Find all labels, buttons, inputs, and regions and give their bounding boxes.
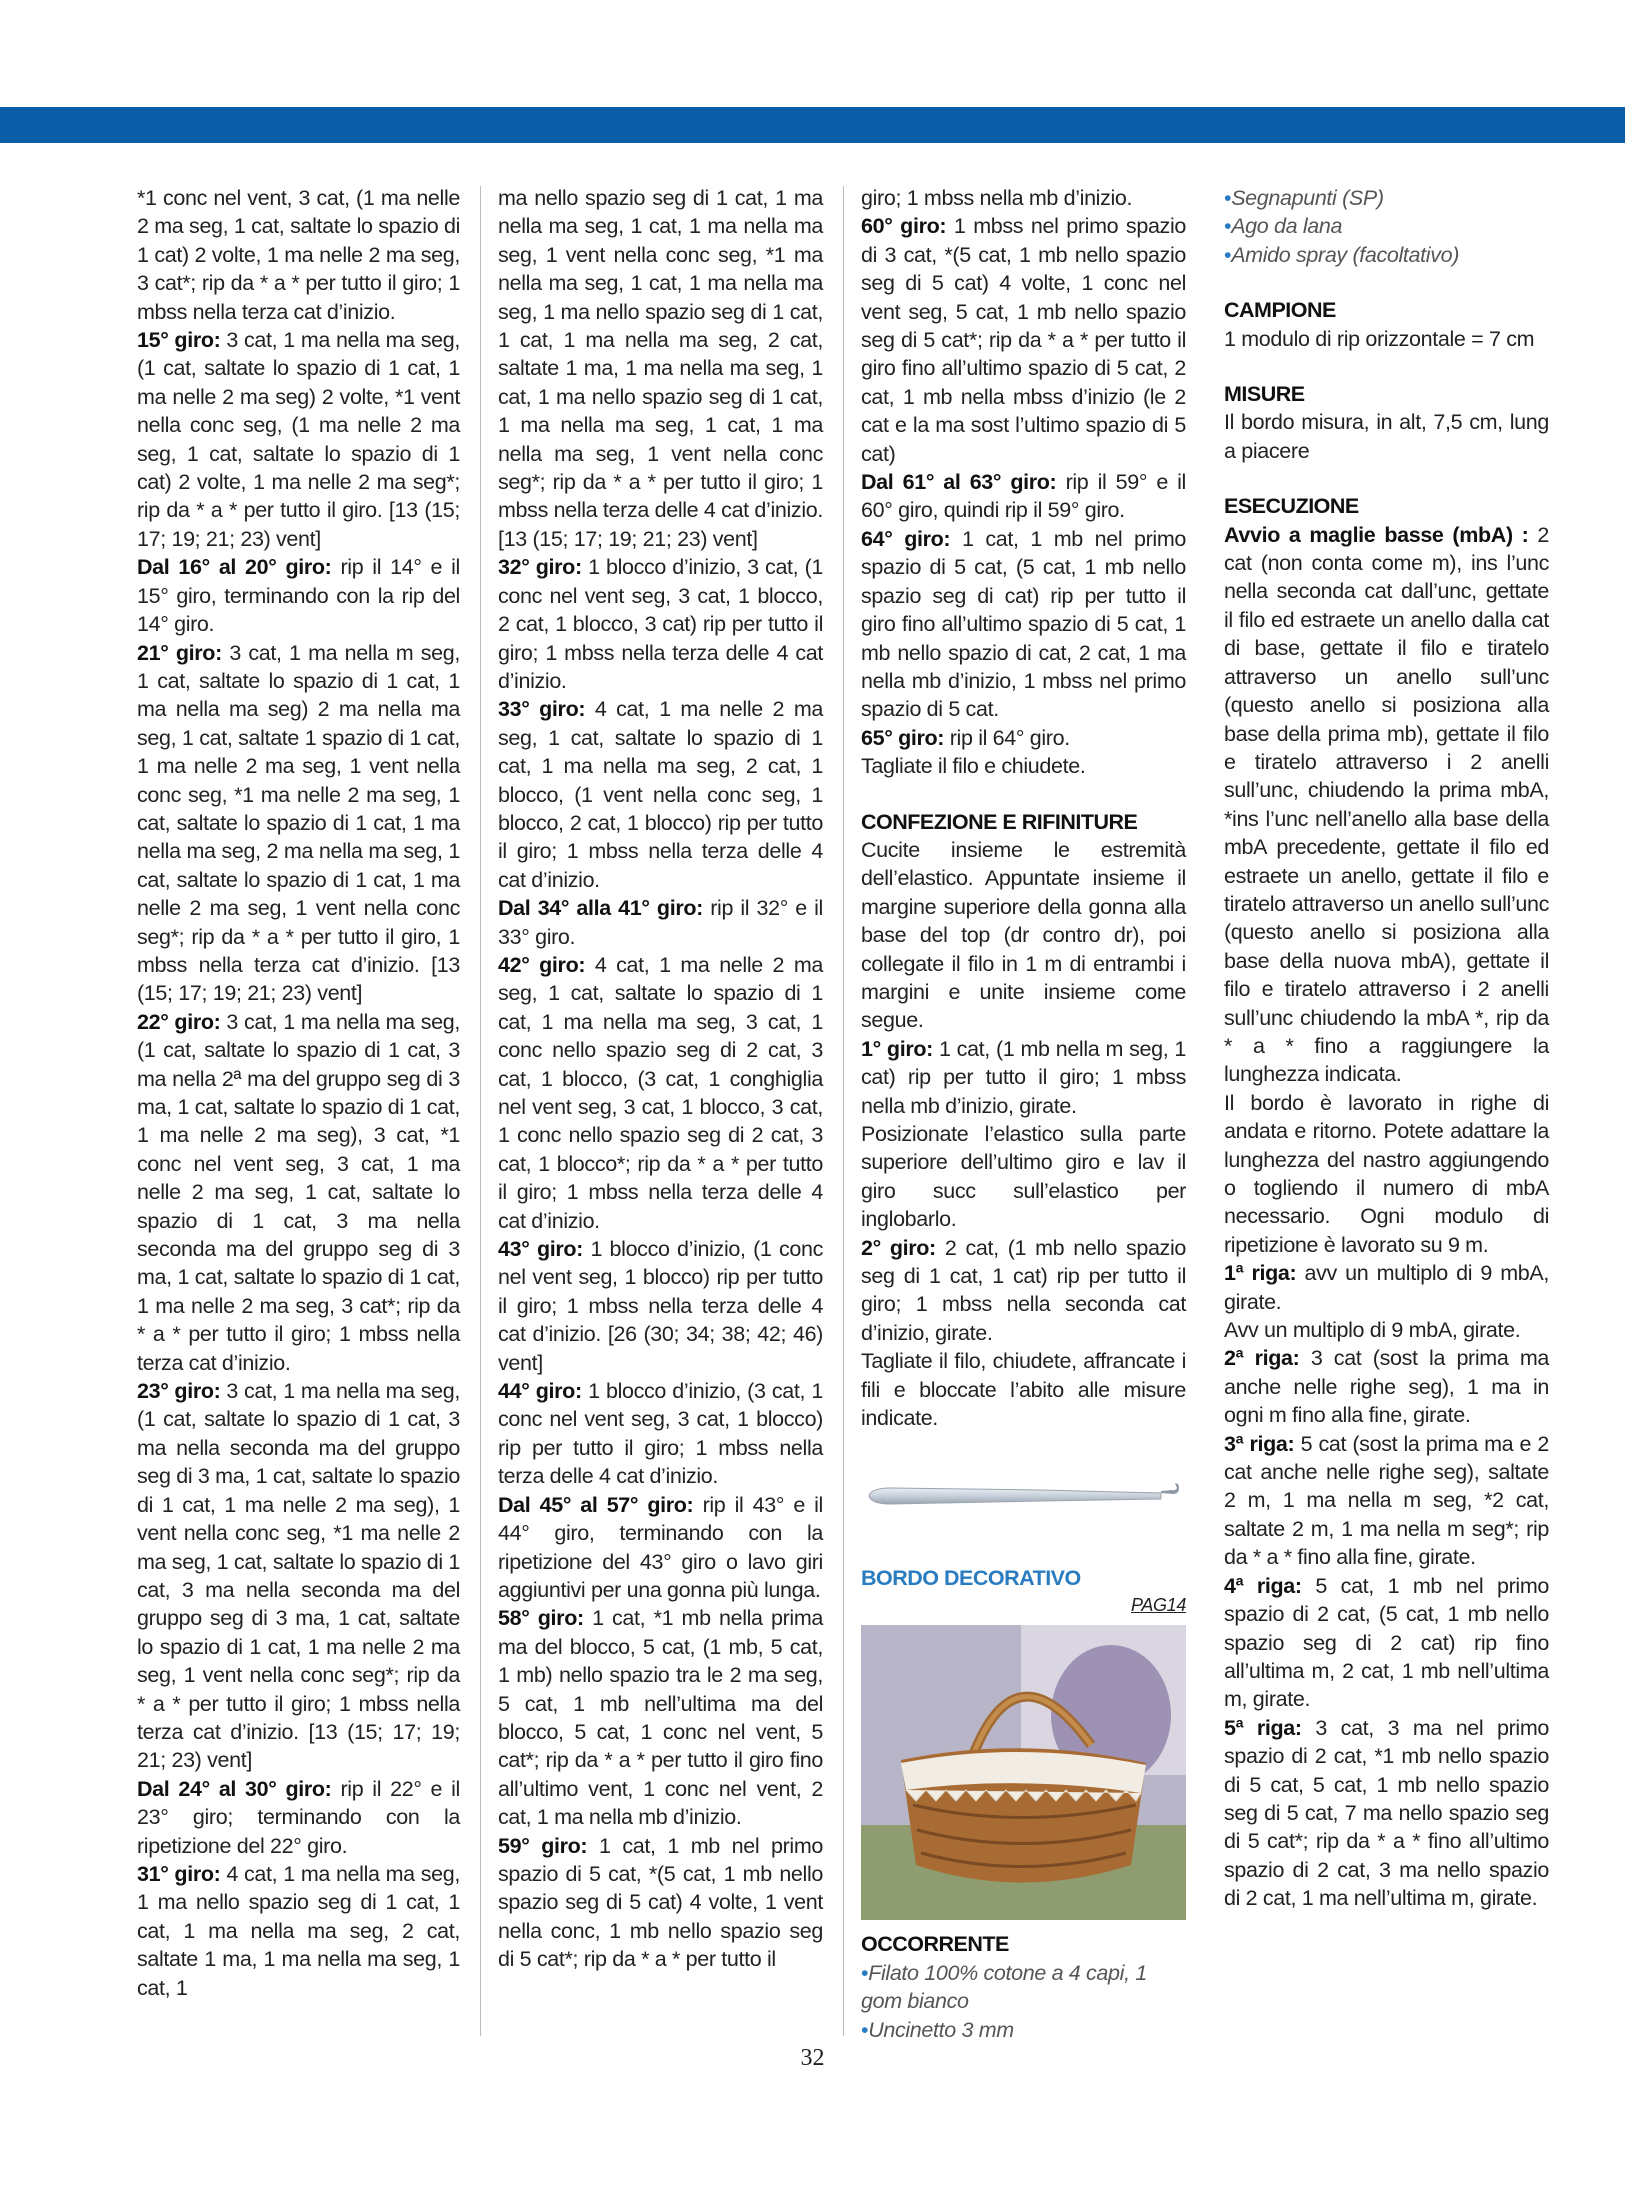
paragraph: 43° giro: 1 blocco d’inizio, (1 conc nel vent seg, 1 blocco) rip per tutto il giro; 1 mbss nella terza delle 4 cat d’inizio. [26 (30; 34; 38; 42; 46) vent] bbox=[498, 1237, 823, 1375]
paragraph: 23° giro: 3 cat, 1 ma nella ma seg, (1 cat, saltate lo spazio di 1 cat, 3 ma nella seconda ma del gruppo seg di 3 ma, 1 cat, saltate lo spazio di 1 cat, 1 ma nelle 2 ma seg), 1 vent nella conc seg, *1 ma nelle 2 ma seg, 1 cat, saltate lo spazio di 1 cat, 3 ma nella seconda ma del gruppo seg di 3 ma, 1 cat, saltate lo spazio di 1 cat, 1 ma nelle 2 ma seg, 1 vent nella conc seg*; rip da * a * per tutto il giro; 1 mbss nella terza cat d’inizio. [13 (15; 17; 19; 21; 23) vent] bbox=[137, 1379, 460, 1773]
row-label: 3ª riga: bbox=[1224, 1431, 1295, 1456]
paragraph: 58° giro: 1 cat, *1 mb nella prima ma del blocco, 5 cat, (1 mb, 5 cat, 1 mb) nello spazio tra le 2 ma seg, 5 cat, 1 mb nell’ultima ma del blocco, 5 cat, 1 conc nel vent, 5 cat*; rip da * a * per tutto il giro fino all’ultimo vent, 1 conc nel vent, 2 cat, 1 ma nella mb d’inizio. bbox=[498, 1606, 823, 1830]
section-heading: MISURE bbox=[1224, 382, 1305, 407]
row-label: 1ª riga: bbox=[1224, 1261, 1297, 1286]
paragraph: 1 modulo di rip orizzontale = 7 cm bbox=[1224, 326, 1535, 351]
paragraph: 5ª riga: 3 cat, 3 ma nel primo spazio di 2 cat, *1 mb nello spazio di 5 cat, 5 cat, 1 mb nello spazio seg di 5 cat, 7 ma nello spazio seg di 5 cat*; rip da * a * fino all’ultimo spazio di 2 cat, 3 ma nello spazio di 2 cat, 1 ma nell’ultima m, girate. bbox=[1224, 1715, 1550, 1911]
paragraph: Il bordo misura, in alt, 7,5 cm, lung a piacere bbox=[1224, 410, 1549, 463]
paragraph: 32° giro: 1 blocco d’inizio, 3 cat, (1 conc nel vent seg, 3 cat, 1 blocco, 2 cat, 1 blocco, 3 cat) rip per tutto il giro; 1 mbss nella terza delle 4 cat d’inizio. bbox=[498, 555, 823, 693]
row-label: 4ª riga: bbox=[1224, 1573, 1302, 1598]
paragraph: Posizionate l’elastico sulla parte superiore dell’ultimo giro e lav il giro succ sull’elastico per inglobarlo. bbox=[861, 1122, 1186, 1232]
round-label: Dal 24° al 30° giro: bbox=[137, 1776, 332, 1801]
paragraph: *1 conc nel vent, 3 cat, (1 ma nelle 2 ma seg, 1 cat, saltate lo spazio di 1 cat) 2 volte, 1 ma nelle 2 ma seg, 3 cat*; rip da * a * per tutto il giro; 1 mbss nella terza cat d’inizio. bbox=[137, 186, 460, 324]
round-label: 15° giro: bbox=[137, 328, 221, 353]
round-label: 32° giro: bbox=[498, 555, 582, 580]
section-title: BORDO DECORATIVO bbox=[861, 1566, 1081, 1591]
text-column-4 bbox=[1224, 184, 1549, 1913]
paragraph: Tagliate il filo, chiudete, affrancate i fili e bloccate l’abito alle misure indicate. bbox=[861, 1349, 1186, 1431]
round-label: 59° giro: bbox=[498, 1833, 588, 1858]
paragraph: 3ª riga: 5 cat (sost la prima ma e 2 cat anche nelle righe seg), saltate 2 m, 1 ma nella m seg, *2 cat, saltate 2 m, 1 ma nella m seg*; rip da * a * fino alla fine, girate. bbox=[1224, 1431, 1549, 1570]
round-label: 21° giro: bbox=[137, 640, 222, 665]
section-heading: ESECUZIONE bbox=[1224, 494, 1359, 519]
paragraph: 1ª riga: avv un multiplo di 9 mbA, girate. bbox=[1224, 1261, 1549, 1314]
round-label: 31° giro: bbox=[137, 1861, 221, 1886]
round-label: 1° giro: bbox=[861, 1036, 933, 1061]
column-divider bbox=[843, 186, 844, 2036]
round-label: 2° giro: bbox=[861, 1235, 936, 1260]
paragraph: 15° giro: 3 cat, 1 ma nella ma seg, (1 cat, saltate lo spazio di 1 cat, 1 ma nelle 2 ma seg) 2 volte, *1 vent nella conc seg, (1 ma nelle 2 ma seg, 1 cat, saltate lo spazio di 1 cat) 2 volte, 1 ma nelle 2 ma seg*; rip da * a * per tutto il giro. [13 (15; 17; 19; 21; 23) vent] bbox=[137, 328, 460, 551]
paragraph: 21° giro: 3 cat, 1 ma nella m seg, 1 cat, saltate lo spazio di 1 cat, 1 ma nella ma seg) 2 ma nella ma seg, 1 cat, saltate 1 spazio di 1 cat, 1 ma nelle 2 ma seg, 1 vent nella conc seg, *1 ma nelle 2 ma seg, 1 cat, saltate lo spazio di 1 cat, 1 ma nella ma seg, 2 ma nella ma seg, 1 cat, saltate lo spazio di 1 cat, 1 ma nelle 2 ma seg, 1 vent nella conc seg*; rip da * a * per tutto il giro, 1 mbss nella terza cat d’inizio. [13 (15; 17; 19; 21; 23) vent] bbox=[137, 640, 460, 1006]
round-label: Dal 16° al 20° giro: bbox=[137, 555, 332, 580]
paragraph: Dal 24° al 30° giro: rip il 22° e il 23° giro; terminando con la ripetizione del 22° giro. bbox=[137, 1776, 460, 1858]
paragraph: 33° giro: 4 cat, 1 ma nelle 2 ma seg, 1 cat, saltate lo spazio di 1 cat, 1 ma nella ma seg, 2 cat, 1 blocco, (1 vent nella conc seg, 1 blocco, 2 cat, 1 blocco) rip per tutto il giro; 1 mbss nella terza delle 4 cat d’inizio. bbox=[498, 697, 824, 892]
paragraph: 65° giro: rip il 64° giro. bbox=[861, 725, 1070, 750]
round-label: 43° giro: bbox=[498, 1237, 583, 1262]
paragraph: 42° giro: 4 cat, 1 ma nelle 2 ma seg, 1 cat, saltate lo spazio di 1 cat, 1 ma nella ma seg, 3 cat, 1 conc nello spazio seg di 2 cat, 3 cat, 1 blocco, (3 cat, 1 conghiglia nel vent seg, 3 cat, 1 blocco, 3 cat, 1 conc nello spazio seg di 2 cat, 3 cat, 1 blocco*; rip da * a * per tutto il giro; 1 mbss nella terza delle 4 cat d’inizio. bbox=[498, 952, 824, 1233]
paragraph: Cucite insieme le estremità dell’elastico. Appuntate insieme il margine superiore della gonna alla base del top (dr contro dr), poi collegate il filo in 1 m di entrambi i margini e unite insieme come segue. bbox=[861, 837, 1186, 1033]
paragraph: Avvio a maglie basse (mbA) : 2 cat (non conta come m), ins l’unc nella seconda cat dall’unc, gettate il filo ed estraete un anello dalla cat di base, gettate il filo e tiratelo attraverso un anello sull’unc (questo anello si posiziona alla base della prima mb), gettate il filo e tiratelo attraverso i 2 anelli sull’unc, chiudendo la prima mbA, *ins l’unc nell’anello alla base della mbA precedente, gettate il filo ed estraete un anello, gettate il filo e tiratelo attraverso un anello sull’unc (questo anello si posiziona alla base della nuova mbA), gettate il filo e tiratelo attraverso i 2 anelli sull’unc chiudendo la mbA *, rip da * a * fino a raggiungere la lunghezza indicata. bbox=[1224, 522, 1549, 1087]
paragraph: giro; 1 mbss nella mb d’inizio. bbox=[861, 186, 1133, 210]
round-label: 42° giro: bbox=[498, 952, 586, 977]
round-label: 60° giro: bbox=[861, 214, 947, 239]
paragraph: Dal 45° al 57° giro: rip il 43° e il 44° giro, terminando con la ripetizione del 43° giro o lavo giri aggiuntivi per una gonna più lunga. bbox=[498, 1492, 823, 1602]
round-label: Dal 34° alla 41° giro: bbox=[498, 896, 703, 921]
round-label: 65° giro: bbox=[861, 725, 945, 750]
paragraph: Dal 61° al 63° giro: rip il 59° e il 60° giro, quindi rip il 59° giro. bbox=[861, 470, 1186, 523]
round-label: 33° giro: bbox=[498, 697, 586, 722]
paragraph: Avv un multiplo di 9 mbA, girate. bbox=[1224, 1318, 1521, 1343]
row-label: 5ª riga: bbox=[1224, 1715, 1302, 1740]
round-label: 22° giro: bbox=[137, 1009, 221, 1034]
list-item: •Ago da lana bbox=[1224, 214, 1343, 239]
text-column-2 bbox=[498, 184, 823, 1974]
paragraph: 64° giro: 1 cat, 1 mb nel primo spazio di 5 cat, (5 cat, 1 mb nello spazio seg di cat) rip per tutto il giro fino all’ultimo spazio di 5 cat, 1 mb nello spazio di cat, 2 cat, 1 ma nella mb d’inizio, 1 mbss nel primo spazio di 5 cat. bbox=[861, 526, 1186, 722]
paragraph: 59° giro: 1 cat, 1 mb nel primo spazio di 5 cat, *(5 cat, 1 mb nello spazio seg di 5 cat) 4 volte, 1 vent nella conc, 1 mb nello spazio seg di 5 cat*; rip da * a * per tutto il bbox=[498, 1833, 823, 1972]
section-heading: CONFEZIONE E RIFINITURE bbox=[861, 809, 1138, 834]
paragraph: 2° giro: 2 cat, (1 mb nello spazio seg di 1 cat, 1 cat) rip per tutto il giro; 1 mbss nella seconda cat d’inizio, girate. bbox=[861, 1235, 1186, 1345]
text-column-3 bbox=[861, 184, 1186, 2044]
paragraph: ma nello spazio seg di 1 cat, 1 ma nella ma seg, 1 cat, 1 ma nella ma seg, 1 vent nella conc seg, *1 ma nella ma seg, 1 cat, 1 ma nella ma seg, 1 ma nello spazio seg di 1 cat, 1 cat, 1 ma nella ma seg, 2 cat, saltate 1 ma, 1 ma nella ma seg, 1 cat, 1 ma nello spazio seg di 1 cat, 1 ma nella ma seg, 1 cat, 1 ma nella ma seg, 1 vent nella conc seg*; rip da * a * per tutto il giro; 1 mbss nella terza delle 4 cat d’inizio. [13 (15; 17; 19; 21; 23) vent] bbox=[498, 186, 823, 551]
page-number: 32 bbox=[800, 2045, 825, 2071]
column-divider bbox=[480, 186, 481, 2036]
round-label: Avvio a maglie basse (mbA) : bbox=[1224, 522, 1529, 547]
list-item: •Uncinetto 3 mm bbox=[861, 2017, 1014, 2042]
section-heading: OCCORRENTE bbox=[861, 1932, 1009, 1957]
text-column-1 bbox=[137, 184, 460, 2002]
round-label: 64° giro: bbox=[861, 526, 951, 551]
section-heading: CAMPIONE bbox=[1224, 298, 1336, 323]
paragraph: 60° giro: 1 mbss nel primo spazio di 3 cat, *(5 cat, 1 mb nello spazio seg di 5 cat) 4 volte, 1 conc nel vent seg, 5 cat, 1 mb nello spazio seg di 5 cat*; rip da * a * per tutto il giro fino all’ultimo spazio di 5 cat, 2 cat, 1 mb nella mbss d’inizio (le 2 cat e la ma sost l’ultimo spazio di 5 cat) bbox=[861, 214, 1186, 466]
round-label: 58° giro: bbox=[498, 1606, 584, 1631]
paragraph: 4ª riga: 5 cat, 1 mb nel primo spazio di 2 cat, (5 cat, 1 mb nello spazio seg di 2 cat) rip fino all’ultima m, 2 cat, 1 mb nell’ultima m, girate. bbox=[1224, 1573, 1550, 1712]
list-item: •Segnapunti (SP) bbox=[1224, 186, 1384, 210]
round-label: 44° giro: bbox=[498, 1379, 582, 1404]
paragraph: 22° giro: 3 cat, 1 ma nella ma seg, (1 cat, saltate lo spazio di 1 cat, 3 ma nella 2ª ma del gruppo seg di 3 ma, 1 cat, saltate lo spazio di 1 cat, 1 ma nelle 2 ma seg), 3 cat, *1 conc nel vent seg, 3 cat, 1 ma nelle 2 ma seg, 1 cat, saltate lo spazio di 1 cat, 3 ma nella seconda ma del gruppo seg di 3 ma, 1 cat, saltate lo spazio di 1 cat, 1 ma nelle 2 ma seg, 3 cat*; rip da * a * per tutto il giro; 1 mbss nella terza cat d’inizio. bbox=[137, 1009, 460, 1375]
paragraph: Il bordo è lavorato in righe di andata e ritorno. Potete adattare la lunghezza del nastro aggiungendo o togliendo il numero di mbA necessario. Ogni modulo di ripetizione è lavorato su 9 m. bbox=[1224, 1090, 1549, 1257]
list-item: •Filato 100% cotone a 4 capi, 1 gom bianco bbox=[861, 1960, 1147, 2014]
round-label: Dal 45° al 57° giro: bbox=[498, 1492, 694, 1517]
paragraph: Tagliate il filo e chiudete. bbox=[861, 754, 1086, 779]
paragraph: 31° giro: 4 cat, 1 ma nella ma seg, 1 ma nello spazio seg di 1 cat, 1 cat, 1 ma nella ma seg, 2 cat, saltate 1 ma, 1 ma nella ma seg, 1 cat, 1 bbox=[137, 1861, 460, 2000]
header-color-bar bbox=[0, 107, 1625, 143]
round-label: 23° giro: bbox=[137, 1379, 221, 1404]
paragraph: 2ª riga: 3 cat (sost la prima ma anche nelle righe seg), 1 ma in ogni m fino alla fine, girate. bbox=[1224, 1346, 1549, 1428]
basket-photo bbox=[861, 1625, 1186, 1920]
row-label: 2ª riga: bbox=[1224, 1346, 1300, 1371]
paragraph: 1° giro: 1 cat, (1 mb nella m seg, 1 cat) rip per tutto il giro; 1 mbss nella mb d’inizio, girate. bbox=[861, 1036, 1186, 1118]
page-reference: PAG14 bbox=[1131, 1594, 1186, 1615]
paragraph: 44° giro: 1 blocco d’inizio, (3 cat, 1 conc nel vent seg, 3 cat, 1 blocco) rip per tutto il giro; 1 mbss nella terza delle 4 cat d’inizio. bbox=[498, 1379, 823, 1489]
paragraph: Dal 16° al 20° giro: rip il 14° e il 15° giro, terminando con la rip del 14° giro. bbox=[137, 555, 460, 637]
round-label: Dal 61° al 63° giro: bbox=[861, 470, 1057, 495]
crochet-hook-image bbox=[861, 1450, 1186, 1550]
list-item: •Amido spray (facoltativo) bbox=[1224, 242, 1460, 267]
paragraph: Dal 34° alla 41° giro: rip il 32° e il 33° giro. bbox=[498, 896, 823, 949]
